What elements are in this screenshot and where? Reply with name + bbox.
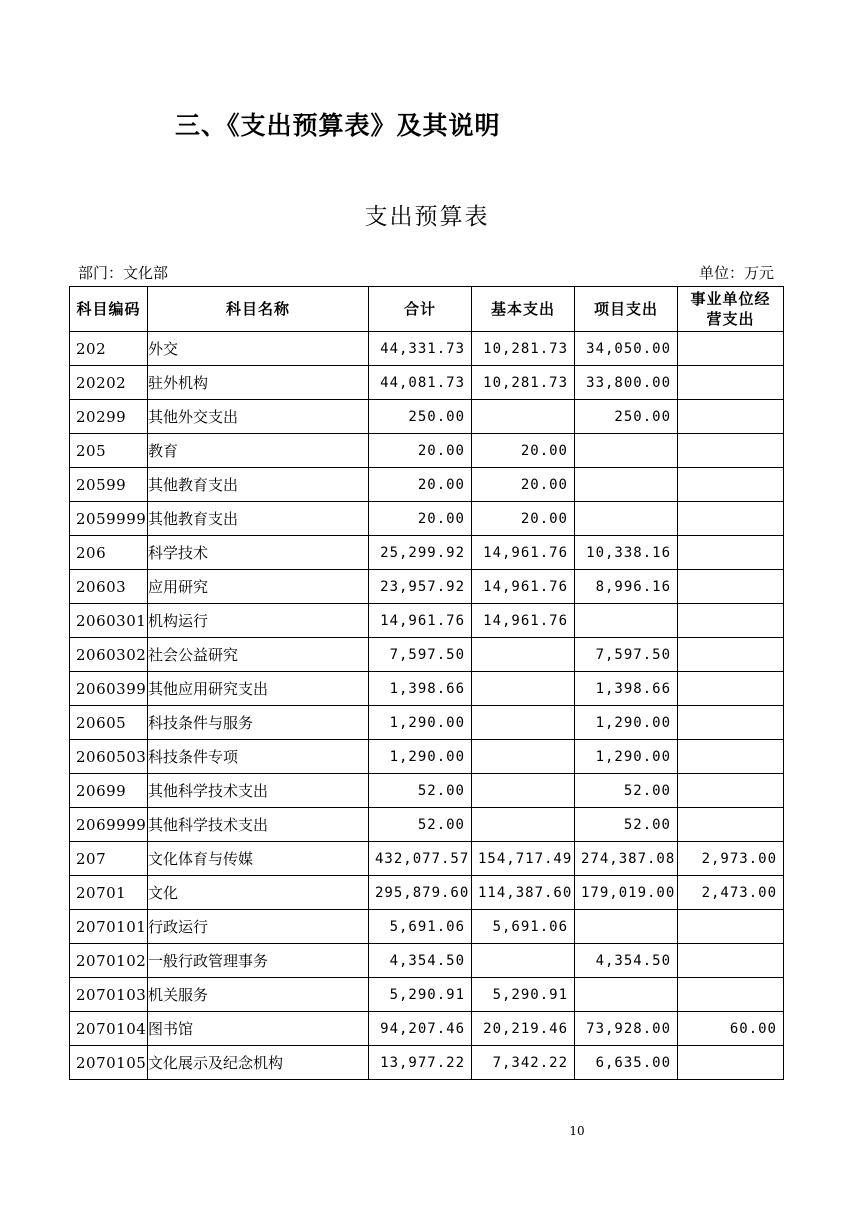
table-row xyxy=(70,672,784,706)
subject-name: 其他应用研究支出 xyxy=(148,680,269,698)
project-cell: 6,635.00 xyxy=(575,1046,678,1080)
code-cell: 2070105 xyxy=(70,1046,148,1080)
total-cell: 1,290.00 xyxy=(369,706,472,740)
total-cell: 25,299.92 xyxy=(369,536,472,570)
total-cell: 5,691.06 xyxy=(369,910,472,944)
code-cell: 20605 xyxy=(70,706,148,740)
subject-name: 其他外交支出 xyxy=(148,408,239,426)
project-cell: 4,354.50 xyxy=(575,944,678,978)
project-cell: 33,800.00 xyxy=(575,366,678,400)
business-cell xyxy=(678,1046,784,1080)
basic-cell: 5,691.06 xyxy=(472,910,575,944)
business-cell xyxy=(678,808,784,842)
subject-name: 图书馆 xyxy=(148,1020,194,1038)
project-cell: 10,338.16 xyxy=(575,536,678,570)
table-row xyxy=(70,876,784,910)
header-basic: 基本支出 xyxy=(472,287,575,332)
total-cell: 4,354.50 xyxy=(369,944,472,978)
business-cell xyxy=(678,604,784,638)
table-row xyxy=(70,638,784,672)
basic-cell: 20.00 xyxy=(472,502,575,536)
name-cell xyxy=(148,876,369,910)
subject-name: 科学技术 xyxy=(148,544,209,562)
code-cell: 2070103 xyxy=(70,978,148,1012)
business-cell xyxy=(678,366,784,400)
business-cell xyxy=(678,638,784,672)
basic-cell xyxy=(472,944,575,978)
header-code: 科目编码 xyxy=(70,287,148,332)
code-cell: 205 xyxy=(70,434,148,468)
subject-name: 一般行政管理事务 xyxy=(148,952,269,970)
code-cell: 20699 xyxy=(70,774,148,808)
business-cell xyxy=(678,740,784,774)
name-cell xyxy=(148,570,369,604)
header-total: 合计 xyxy=(369,287,472,332)
table-row xyxy=(70,468,784,502)
project-cell: 250.00 xyxy=(575,400,678,434)
table-row xyxy=(70,1012,784,1046)
business-cell xyxy=(678,400,784,434)
subject-name: 其他科学技术支出 xyxy=(148,782,269,800)
unit-label: 单位：万元 xyxy=(698,264,774,282)
subject-name: 其他科学技术支出 xyxy=(148,816,269,834)
name-cell xyxy=(148,502,369,536)
code-cell: 2069999 xyxy=(70,808,148,842)
basic-cell xyxy=(472,808,575,842)
total-cell: 23,957.92 xyxy=(369,570,472,604)
project-cell: 52.00 xyxy=(575,808,678,842)
code-cell: 20701 xyxy=(70,876,148,910)
project-cell xyxy=(575,604,678,638)
basic-cell: 114,387.60 xyxy=(472,876,575,910)
name-cell xyxy=(148,434,369,468)
business-cell xyxy=(678,468,784,502)
total-cell: 44,331.73 xyxy=(369,332,472,366)
total-cell: 1,398.66 xyxy=(369,672,472,706)
basic-cell xyxy=(472,672,575,706)
business-cell xyxy=(678,570,784,604)
name-cell xyxy=(148,808,369,842)
subject-name: 社会公益研究 xyxy=(148,646,239,664)
total-cell: 20.00 xyxy=(369,434,472,468)
business-cell xyxy=(678,536,784,570)
department-label: 部门：文化部 xyxy=(78,264,169,282)
business-cell xyxy=(678,774,784,808)
total-cell: 14,961.76 xyxy=(369,604,472,638)
table-header-row xyxy=(70,287,784,332)
name-cell xyxy=(148,774,369,808)
code-cell: 2070104 xyxy=(70,1012,148,1046)
subject-name: 科技条件与服务 xyxy=(148,714,254,732)
code-cell: 207 xyxy=(70,842,148,876)
basic-cell: 14,961.76 xyxy=(472,604,575,638)
project-cell: 8,996.16 xyxy=(575,570,678,604)
total-cell: 20.00 xyxy=(369,468,472,502)
subject-name: 机关服务 xyxy=(148,986,209,1004)
table-row xyxy=(70,910,784,944)
code-cell: 2059999 xyxy=(70,502,148,536)
basic-cell: 20,219.46 xyxy=(472,1012,575,1046)
name-cell xyxy=(148,536,369,570)
table-row xyxy=(70,570,784,604)
table-row xyxy=(70,808,784,842)
total-cell: 94,207.46 xyxy=(369,1012,472,1046)
subject-name: 科技条件专项 xyxy=(148,748,239,766)
basic-cell: 7,342.22 xyxy=(472,1046,575,1080)
project-cell xyxy=(575,502,678,536)
subject-name: 应用研究 xyxy=(148,578,209,596)
basic-cell: 20.00 xyxy=(472,468,575,502)
project-cell: 1,290.00 xyxy=(575,740,678,774)
table-row xyxy=(70,332,784,366)
code-cell: 20599 xyxy=(70,468,148,502)
table-row xyxy=(70,1046,784,1080)
page-number: 10 xyxy=(569,1124,585,1138)
name-cell xyxy=(148,978,369,1012)
project-cell xyxy=(575,434,678,468)
section-heading: 三、《支出预算表》及其说明 xyxy=(175,111,501,140)
name-cell xyxy=(148,706,369,740)
table-row xyxy=(70,400,784,434)
table-row xyxy=(70,536,784,570)
basic-cell xyxy=(472,774,575,808)
basic-cell xyxy=(472,638,575,672)
subject-name: 驻外机构 xyxy=(148,374,209,392)
name-cell xyxy=(148,638,369,672)
budget-table xyxy=(69,286,784,1080)
total-cell: 432,077.57 xyxy=(369,842,472,876)
code-cell: 20299 xyxy=(70,400,148,434)
subject-name: 其他教育支出 xyxy=(148,510,239,528)
total-cell: 20.00 xyxy=(369,502,472,536)
basic-cell xyxy=(472,400,575,434)
business-cell: 2,973.00 xyxy=(678,842,784,876)
project-cell xyxy=(575,978,678,1012)
name-cell xyxy=(148,366,369,400)
table-row xyxy=(70,774,784,808)
project-cell xyxy=(575,910,678,944)
project-cell: 274,387.08 xyxy=(575,842,678,876)
header-business: 事业单位经营支出 xyxy=(678,287,784,332)
code-cell: 20603 xyxy=(70,570,148,604)
table-row xyxy=(70,366,784,400)
basic-cell: 5,290.91 xyxy=(472,978,575,1012)
business-cell xyxy=(678,502,784,536)
business-cell xyxy=(678,332,784,366)
table-row xyxy=(70,944,784,978)
name-cell xyxy=(148,400,369,434)
project-cell xyxy=(575,468,678,502)
business-cell: 2,473.00 xyxy=(678,876,784,910)
code-cell: 20202 xyxy=(70,366,148,400)
subject-name: 文化体育与传媒 xyxy=(148,850,254,868)
project-cell: 1,398.66 xyxy=(575,672,678,706)
code-cell: 2070102 xyxy=(70,944,148,978)
header-name: 科目名称 xyxy=(148,287,369,332)
basic-cell: 14,961.76 xyxy=(472,536,575,570)
project-cell: 1,290.00 xyxy=(575,706,678,740)
code-cell: 2070101 xyxy=(70,910,148,944)
total-cell: 52.00 xyxy=(369,808,472,842)
table-title: 支出预算表 xyxy=(364,204,490,230)
project-cell: 179,019.00 xyxy=(575,876,678,910)
business-cell: 60.00 xyxy=(678,1012,784,1046)
name-cell xyxy=(148,944,369,978)
code-cell: 206 xyxy=(70,536,148,570)
table-row xyxy=(70,434,784,468)
total-cell: 1,290.00 xyxy=(369,740,472,774)
business-cell xyxy=(678,434,784,468)
project-cell: 7,597.50 xyxy=(575,638,678,672)
table-row xyxy=(70,706,784,740)
project-cell: 73,928.00 xyxy=(575,1012,678,1046)
name-cell xyxy=(148,842,369,876)
subject-name: 其他教育支出 xyxy=(148,476,239,494)
name-cell xyxy=(148,1012,369,1046)
name-cell xyxy=(148,740,369,774)
code-cell: 2060399 xyxy=(70,672,148,706)
total-cell: 295,879.60 xyxy=(369,876,472,910)
name-cell xyxy=(148,604,369,638)
total-cell: 5,290.91 xyxy=(369,978,472,1012)
basic-cell: 14,961.76 xyxy=(472,570,575,604)
business-cell xyxy=(678,910,784,944)
project-cell: 34,050.00 xyxy=(575,332,678,366)
basic-cell: 10,281.73 xyxy=(472,332,575,366)
code-cell: 2060503 xyxy=(70,740,148,774)
project-cell: 52.00 xyxy=(575,774,678,808)
total-cell: 52.00 xyxy=(369,774,472,808)
table-row xyxy=(70,842,784,876)
name-cell xyxy=(148,332,369,366)
business-cell xyxy=(678,706,784,740)
subject-name: 文化展示及纪念机构 xyxy=(148,1054,284,1072)
basic-cell: 10,281.73 xyxy=(472,366,575,400)
code-cell: 202 xyxy=(70,332,148,366)
business-cell xyxy=(678,944,784,978)
basic-cell xyxy=(472,706,575,740)
total-cell: 250.00 xyxy=(369,400,472,434)
subject-name: 文化 xyxy=(148,884,179,902)
code-cell: 2060301 xyxy=(70,604,148,638)
basic-cell xyxy=(472,740,575,774)
name-cell xyxy=(148,910,369,944)
table-row xyxy=(70,978,784,1012)
subject-name: 外交 xyxy=(148,340,179,358)
subject-name: 行政运行 xyxy=(148,918,209,936)
table-body xyxy=(70,332,784,1080)
total-cell: 44,081.73 xyxy=(369,366,472,400)
table-row xyxy=(70,502,784,536)
header-project: 项目支出 xyxy=(575,287,678,332)
code-cell: 2060302 xyxy=(70,638,148,672)
name-cell xyxy=(148,468,369,502)
table-row xyxy=(70,604,784,638)
basic-cell: 20.00 xyxy=(472,434,575,468)
basic-cell: 154,717.49 xyxy=(472,842,575,876)
business-cell xyxy=(678,672,784,706)
business-cell xyxy=(678,978,784,1012)
subject-name: 机构运行 xyxy=(148,612,209,630)
total-cell: 13,977.22 xyxy=(369,1046,472,1080)
total-cell: 7,597.50 xyxy=(369,638,472,672)
name-cell xyxy=(148,1046,369,1080)
table-row xyxy=(70,740,784,774)
name-cell xyxy=(148,672,369,706)
subject-name: 教育 xyxy=(148,442,179,460)
